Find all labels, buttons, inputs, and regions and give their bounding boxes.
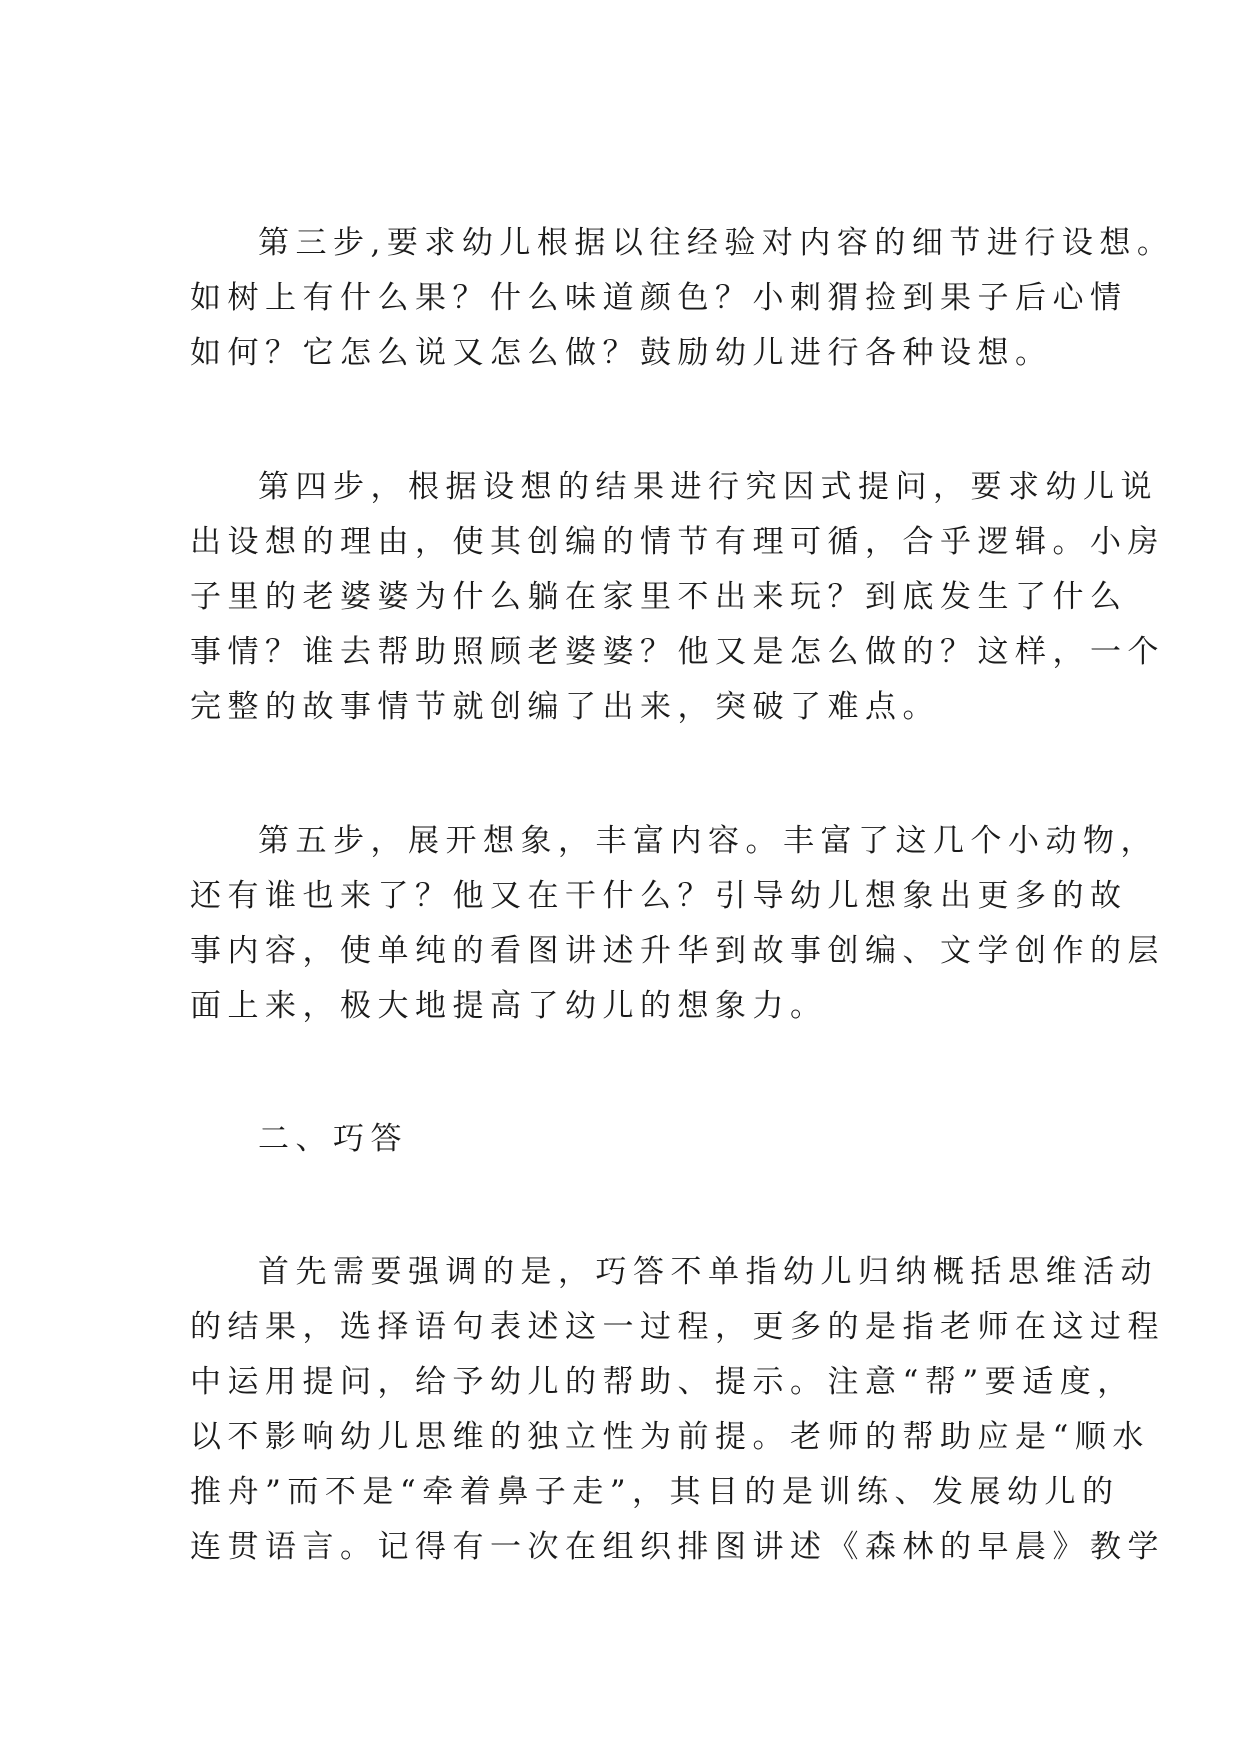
paragraph-gap [190, 1167, 1050, 1245]
section-heading [190, 1112, 1050, 1167]
text-line: 第五步，展开想象，丰富内容。丰富了这几个小动物， [258, 823, 1158, 859]
paragraph-gap [190, 1034, 1050, 1112]
text-line: 事内容，使单纯的看图讲述升华到故事创编、文学创作的层 [190, 933, 1165, 969]
text-line: 出设想的理由，使其创编的情节有理可循，合乎逻辑。小房 [190, 524, 1165, 560]
paragraph-gap [190, 735, 1050, 814]
text-line: 第四步，根据设想的结果进行究因式提问，要求幼儿说 [258, 469, 1158, 505]
text-line: 完整的故事情节就创编了出来，突破了难点。 [190, 689, 940, 725]
text-line: 推舟”而不是“牵着鼻子走”，其目的是训练、发展幼儿的 [190, 1474, 1120, 1510]
text-line: 首先需要强调的是，巧答不单指幼儿归纳概括思维活动 [258, 1254, 1158, 1290]
heading-text: 二、巧答 [258, 1121, 408, 1157]
paragraph-gap [190, 381, 1050, 460]
text-line: 子里的老婆婆为什么躺在家里不出来玩？到底发生了什么 [190, 579, 1128, 615]
text-line: 面上来，极大地提高了幼儿的想象力。 [190, 988, 828, 1024]
text-line: 连贯语言。记得有一次在组织排图讲述《森林的早晨》教学 [190, 1529, 1165, 1565]
text-line: 的结果，选择语句表述这一过程，更多的是指老师在这过程 [190, 1309, 1165, 1345]
paragraph-step-four [190, 460, 1165, 735]
text-line: 事情？谁去帮助照顾老婆婆？他又是怎么做的？这样，一个 [190, 634, 1165, 670]
document-body [190, 216, 1175, 1575]
text-line: 以不影响幼儿思维的独立性为前提。老师的帮助应是“顺水 [190, 1419, 1150, 1455]
paragraph-step-three [190, 216, 1175, 381]
paragraph-step-five [190, 814, 1165, 1034]
text-line: 中运用提问，给予幼儿的帮助、提示。注意“帮”要适度， [190, 1364, 1135, 1400]
text-line: 还有谁也来了？他又在干什么？引导幼儿想象出更多的故 [190, 878, 1128, 914]
text-line: 如树上有什么果？什么味道颜色？小刺猬捡到果子后心情 [190, 280, 1128, 316]
paragraph-clever-answer [190, 1245, 1165, 1575]
text-line: 如何？它怎么说又怎么做？鼓励幼儿进行各种设想。 [190, 335, 1053, 371]
text-line: 第三步,要求幼儿根据以往经验对内容的细节进行设想。 [258, 225, 1175, 261]
